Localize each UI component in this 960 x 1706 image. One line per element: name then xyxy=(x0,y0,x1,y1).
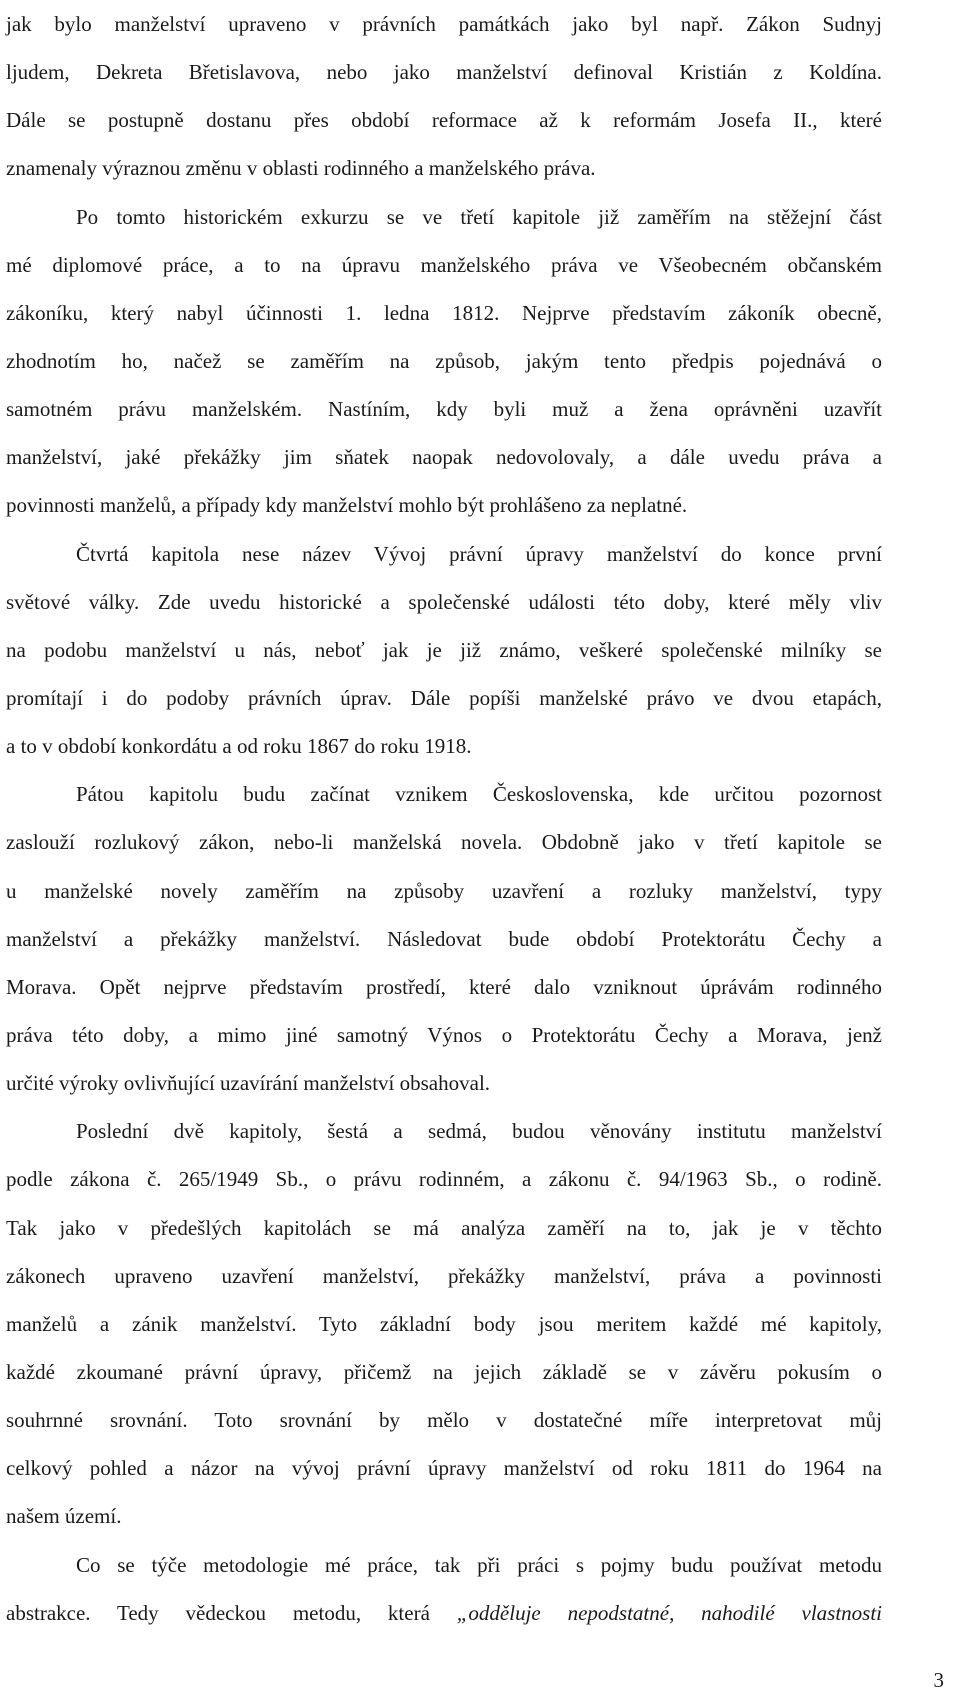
quoted-italic-text: „odděluje nepodstatné, nahodilé vlastnosti xyxy=(456,1600,883,1625)
text-line: celkový pohled a názor na vývoj právní úpravy manželství od roku 1811 do 1964 na xyxy=(6,1456,882,1481)
text-line-mixed xyxy=(6,1589,882,1637)
text-line: a to v období konkordátu a od roku 1867 do roku 1918. xyxy=(6,734,472,759)
paragraph-first-line: Pátou kapitolu budu začínat vznikem Československa, kde určitou pozornost xyxy=(76,782,882,807)
text-line: promítají i do podoby právních úprav. Dále popíši manželské právo ve dvou etapách, xyxy=(6,685,882,710)
text-line: Tak jako v předešlých kapitolách se má analýza zaměří na to, jak je v těchto xyxy=(6,1215,882,1240)
text-line: podle zákona č. 265/1949 Sb., o právu rodinném, a zákonu č. 94/1963 Sb., o rodině. xyxy=(6,1167,882,1192)
text-line: našem území. xyxy=(6,1504,122,1529)
text-line: mé diplomové práce, a to na úpravu manželského práva ve Všeobecném občanském xyxy=(6,252,882,277)
text-line: každé zkoumané právní úpravy, přičemž na jejich základě se v závěru pokusím o xyxy=(6,1359,882,1384)
text-line: světové války. Zde uvedu historické a společenské události této doby, které měly vliv xyxy=(6,589,882,614)
text-line: povinnosti manželů, a případy kdy manželství mohlo být prohlášeno za neplatné. xyxy=(6,493,688,518)
body-text xyxy=(6,0,882,1637)
paragraph-first-line: Po tomto historickém exkurzu se ve třetí kapitole již zaměřím na stěžejní část xyxy=(76,204,882,229)
text-line: práva této doby, a mimo jiné samotný Výnos o Protektorátu Čechy a Morava, jenž xyxy=(6,1022,882,1047)
text-line: určité výroky ovlivňující uzavírání manželství obsahoval. xyxy=(6,1071,491,1096)
page-number: 3 xyxy=(933,1668,944,1692)
text-line: na podobu manželství u nás, neboť jak je již známo, veškeré společenské milníky se xyxy=(6,637,882,662)
text-line: zhodnotím ho, načež se zaměřím na způsob, jakým tento předpis pojednává o xyxy=(6,348,882,373)
text-line: zákonech upraveno uzavření manželství, překážky manželství, práva a povinnosti xyxy=(6,1263,882,1288)
text-line: znamenaly výraznou změnu v oblasti rodinného a manželského práva. xyxy=(6,156,596,181)
text-line: Dále se postupně dostanu přes období reformace až k reformám Josefa II., které xyxy=(6,108,882,133)
text-line: zaslouží rozlukový zákon, nebo-li manželská novela. Obdobně jako v třetí kapitole se xyxy=(6,830,882,855)
text-line: zákoníku, který nabyl účinnosti 1. ledna 1812. Nejprve představím zákoník obecně, xyxy=(6,300,882,325)
text-line: souhrnné srovnání. Toto srovnání by mělo v dostatečné míře interpretovat můj xyxy=(6,1408,882,1433)
text-line: manželů a zánik manželství. Tyto základní body jsou meritem každé mé kapitoly, xyxy=(6,1311,882,1336)
text-line: jak bylo manželství upraveno v právních památkách jako byl např. Zákon Sudnyj xyxy=(6,12,882,36)
paragraph-first-line: Čtvrtá kapitola nese název Vývoj právní úpravy manželství do konce první xyxy=(76,541,882,566)
text-line: u manželské novely zaměřím na způsoby uzavření a rozluky manželství, typy xyxy=(6,878,882,903)
text-line: Morava. Opět nejprve představím prostředí, které dalo vzniknout úprávám rodinného xyxy=(6,974,882,999)
text-line: manželství, jaké překážky jim sňatek naopak nedovolovaly, a dále uvedu práva a xyxy=(6,445,882,470)
text-line: manželství a překážky manželství. Následovat bude období Protektorátu Čechy a xyxy=(6,926,882,951)
paragraph-first-line: Poslední dvě kapitoly, šestá a sedmá, budou věnovány institutu manželství xyxy=(76,1119,882,1144)
text-line: ljudem, Dekreta Břetislavova, nebo jako manželství definoval Kristián z Koldína. xyxy=(6,60,882,85)
paragraph-first-line: Co se týče metodologie mé práce, tak při práci s pojmy budu používat metodu xyxy=(76,1552,882,1577)
text-line: samotném právu manželském. Nastíním, kdy byli muž a žena oprávněni uzavřít xyxy=(6,397,882,422)
text-span: abstrakce. Tedy vědeckou metodu, která xyxy=(6,1600,457,1625)
